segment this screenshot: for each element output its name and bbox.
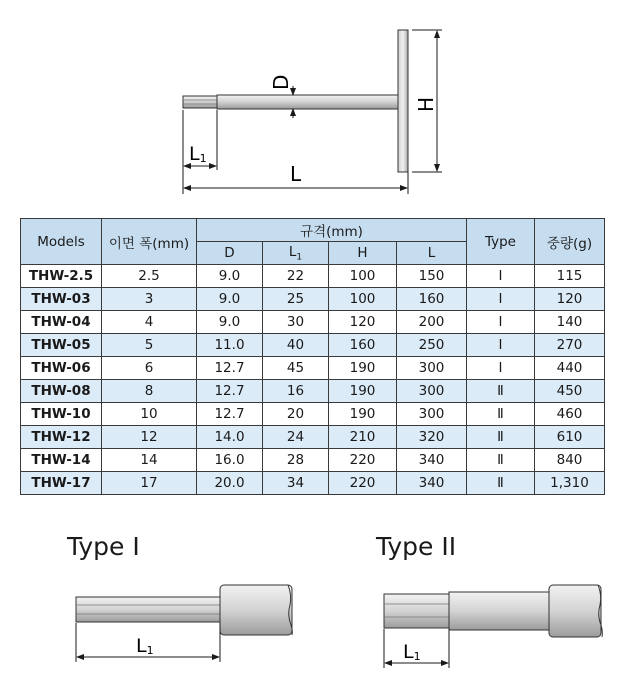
cell-model: THW-10 [21,403,102,426]
cell-weight: 610 [535,426,605,449]
cell-type: Ⅱ [467,403,535,426]
cell-weight: 440 [535,357,605,380]
type1-title: Type I [67,532,140,561]
cell-l: 160 [397,288,467,311]
cell-width: 4 [102,311,197,334]
cell-h: 190 [329,380,397,403]
cell-h: 190 [329,403,397,426]
cell-d: 20.0 [197,472,263,495]
cell-weight: 115 [535,265,605,288]
header-d: D [197,242,263,265]
table-row [21,380,605,403]
cell-l: 300 [397,380,467,403]
cell-l1: 34 [263,472,329,495]
cell-l1: 25 [263,288,329,311]
type2-sleeve [549,585,601,637]
cell-model: THW-04 [21,311,102,334]
cell-l: 250 [397,334,467,357]
header-weight: 중량(g) [535,219,605,265]
cell-l: 300 [397,403,467,426]
cell-d: 12.7 [197,357,263,380]
header-type: Type [467,219,535,265]
shaft [217,95,398,109]
cell-h: 100 [329,265,397,288]
table-row [21,288,605,311]
cell-l: 300 [397,357,467,380]
cell-width: 3 [102,288,197,311]
cell-weight: 140 [535,311,605,334]
cell-h: 160 [329,334,397,357]
cell-d: 9.0 [197,311,263,334]
cell-type: Ⅰ [467,265,535,288]
cell-model: THW-06 [21,357,102,380]
cell-l: 150 [397,265,467,288]
cell-type: Ⅰ [467,311,535,334]
cell-model: THW-12 [21,426,102,449]
cell-l1: 16 [263,380,329,403]
cell-width: 5 [102,334,197,357]
cell-width: 14 [102,449,197,472]
type2-diagram [370,570,620,670]
cell-h: 190 [329,357,397,380]
dim-label-d: D [269,74,293,90]
cell-h: 220 [329,449,397,472]
table-row [21,357,605,380]
cell-type: Ⅱ [467,380,535,403]
cell-l: 200 [397,311,467,334]
cell-type: Ⅰ [467,357,535,380]
cell-h: 220 [329,472,397,495]
cell-width: 6 [102,357,197,380]
cell-width: 8 [102,380,197,403]
header-spec: 규격(mm) [197,219,467,242]
table-row [21,334,605,357]
cell-model: THW-2.5 [21,265,102,288]
header-width: 이면 폭(mm) [102,219,197,265]
table-row [21,449,605,472]
cell-h: 210 [329,426,397,449]
type1-sleeve [220,585,292,635]
cell-d: 12.7 [197,380,263,403]
cell-d: 12.7 [197,403,263,426]
cell-weight: 1,310 [535,472,605,495]
cell-l1: 22 [263,265,329,288]
type2-hex-tip [384,594,449,628]
table-row [21,472,605,495]
type2-title: Type II [376,532,457,561]
hex-tip [183,96,217,108]
t-handle [398,30,408,172]
cell-d: 9.0 [197,265,263,288]
table-row [21,265,605,288]
cell-l: 340 [397,449,467,472]
cell-width: 17 [102,472,197,495]
cell-weight: 840 [535,449,605,472]
cell-weight: 270 [535,334,605,357]
cell-width: 2.5 [102,265,197,288]
header-l1: $L_1$ [263,242,329,265]
cell-weight: 450 [535,380,605,403]
t-handle-wrench-diagram [0,0,634,215]
table-row [21,403,605,426]
spec-table [20,218,605,495]
cell-d: 14.0 [197,426,263,449]
cell-weight: 120 [535,288,605,311]
cell-type: Ⅱ [467,449,535,472]
header-models: Models [21,219,102,265]
type1-hex-tip [76,597,220,622]
cell-l1: 28 [263,449,329,472]
cell-width: 12 [102,426,197,449]
cell-model: THW-08 [21,380,102,403]
type2-l1-label: L1 [403,641,421,663]
cell-model: THW-17 [21,472,102,495]
type1-diagram [60,570,310,670]
cell-model: THW-05 [21,334,102,357]
cell-d: 9.0 [197,288,263,311]
cell-l1: 45 [263,357,329,380]
cell-model: THW-03 [21,288,102,311]
table-row [21,311,605,334]
cell-model: THW-14 [21,449,102,472]
cell-width: 10 [102,403,197,426]
dim-label-l1: L1 [189,143,207,165]
cell-l: 320 [397,426,467,449]
cell-weight: 460 [535,403,605,426]
header-h: H [329,242,397,265]
spec-table-body [21,265,605,495]
dim-label-l: L [290,162,302,186]
cell-l: 340 [397,472,467,495]
header-l: L [397,242,467,265]
cell-type: Ⅰ [467,288,535,311]
dim-label-h: H [414,96,438,112]
cell-d: 16.0 [197,449,263,472]
cell-type: Ⅱ [467,472,535,495]
cell-l1: 24 [263,426,329,449]
cell-type: Ⅰ [467,334,535,357]
type2-neck [449,592,549,630]
cell-l1: 40 [263,334,329,357]
cell-type: Ⅱ [467,426,535,449]
cell-h: 120 [329,311,397,334]
cell-h: 100 [329,288,397,311]
cell-l1: 20 [263,403,329,426]
table-row [21,426,605,449]
cell-d: 11.0 [197,334,263,357]
cell-l1: 30 [263,311,329,334]
type1-l1-label: L1 [136,635,154,657]
